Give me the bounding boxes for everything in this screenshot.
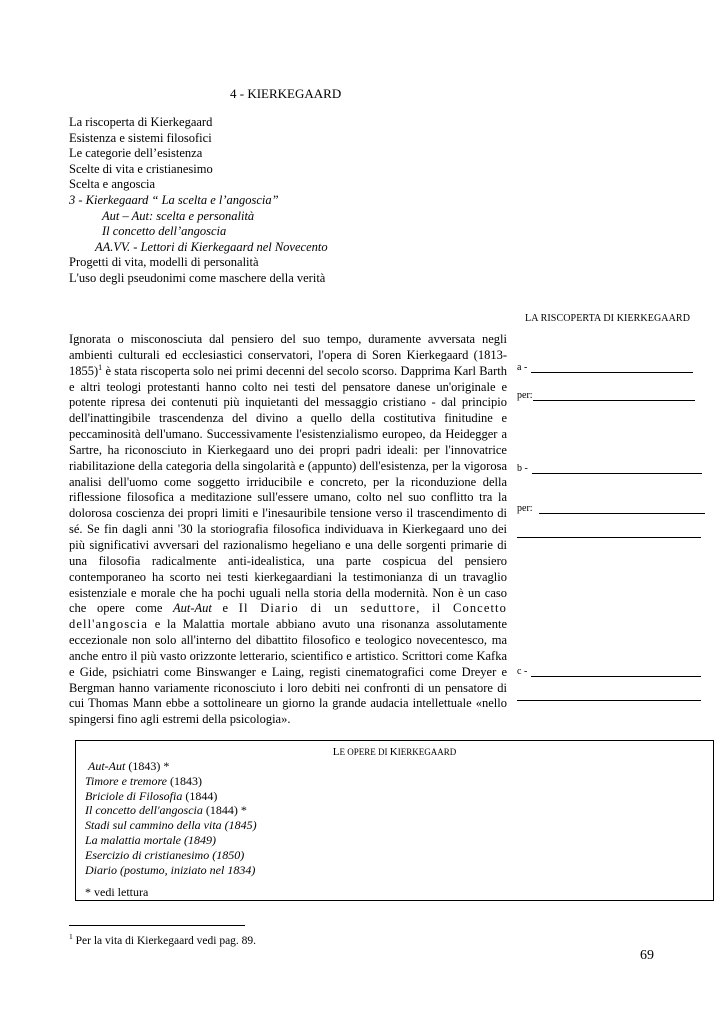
margin-note-line bbox=[532, 472, 702, 474]
list-item: Il concetto dell'angoscia (1844) * bbox=[85, 803, 247, 818]
section-label: LA RISCOPERTA DI KIERKEGAARD bbox=[525, 313, 691, 324]
margin-note-b bbox=[517, 463, 702, 474]
body-paragraph bbox=[69, 332, 507, 728]
list-item: La malattia mortale (1849) bbox=[85, 832, 216, 847]
work-title: Malattia mortale bbox=[182, 617, 270, 632]
footnote-divider bbox=[69, 925, 245, 926]
works-list bbox=[85, 759, 257, 877]
works-box bbox=[75, 740, 714, 901]
list-item: Briciole di Filosofia (1844) bbox=[85, 788, 218, 803]
list-item: Aut-Aut (1843) * bbox=[88, 759, 170, 773]
margin-blank-line bbox=[517, 537, 701, 538]
page-number: 69 bbox=[640, 948, 654, 963]
footnote-number: 1 bbox=[69, 932, 73, 941]
toc-item: 3 - Kierkegaard “ La scelta e l’angoscia” bbox=[69, 192, 279, 207]
margin-note-per-2 bbox=[517, 503, 705, 514]
toc-item: Esistenza e sistemi filosofici bbox=[69, 130, 212, 145]
toc-item: AA.VV. - Lettori di Kierkegaard nel Novecento bbox=[95, 239, 328, 254]
toc-item: La riscoperta di Kierkegaard bbox=[69, 115, 213, 129]
margin-note-a bbox=[517, 362, 693, 373]
list-item: Diario (postumo, iniziato nel 1834) bbox=[85, 862, 256, 877]
toc-item: Scelte di vita e cristianesimo bbox=[69, 161, 213, 176]
margin-note-line bbox=[531, 675, 701, 677]
margin-note-label: c - bbox=[517, 666, 528, 677]
body-text-part: abbiano avuto una risonanza assolutamente eccezionale non solo all'interno del dibattito filosofico e teologico novecentesco, ma anche entro il più vasto orizzonte letterario, scientifico e artistico. Scrittori come Kafka e Gide, psichiatri come Binswanger e Laing, registi cinematografici come Dreyer e Bergman hanno variamente riconosciuto i loro debiti nei confronti di un pensatore di cui Thomas Mann ebbe a sottolineare un giorno la grande audacia intellettuale «nello spingersi fino agli estremi della psicologia». bbox=[69, 617, 507, 727]
toc-item: Aut – Aut: scelta e personalità bbox=[102, 208, 255, 223]
body-text-part: e la bbox=[148, 617, 183, 632]
footnote bbox=[69, 932, 256, 947]
table-of-contents bbox=[69, 115, 328, 287]
footnote-text: Per la vita di Kierkegaard vedi pag. 89. bbox=[72, 934, 257, 947]
chapter-title: 4 - KIERKEGAARD bbox=[230, 86, 342, 101]
list-item: Timore e tremore (1843) bbox=[85, 773, 202, 788]
list-item: Esercizio di cristianesimo (1850) bbox=[85, 847, 245, 862]
work-title: Il Diario di un seduttore, il Concetto dell'angoscia bbox=[69, 601, 507, 632]
margin-note-c bbox=[517, 666, 701, 677]
toc-item: Scelta e angoscia bbox=[69, 177, 156, 192]
margin-note-line bbox=[531, 371, 693, 373]
footnote-reference: 1 bbox=[98, 362, 103, 372]
body-text-part: e bbox=[211, 601, 239, 616]
works-box-note: * vedi lettura bbox=[85, 885, 149, 899]
margin-note-line bbox=[539, 512, 705, 514]
work-title: Aut-Aut bbox=[173, 601, 212, 616]
toc-item: Progetti di vita, modelli di personalità bbox=[69, 255, 259, 270]
body-text-part: è stata riscoperta solo nei primi decenni del secolo scorso. Dapprima Karl Barth e altri teologi protestanti hanno colto nei testi del pensatore danese un'originale e potente ripresa dei contenuti più inquietanti del messaggio cristiano - dal principio dell'inattingibile trascendenza del divino a quello della costitutiva finitudine e peccaminosità dell'umano. Successivamente l'esistenzialismo europeo, da Heidegger a Sartre, ha riconosciuto in Kierkegaard uno dei propri padri ideali: per l'innovatrice riabilitazione della categoria della singolarità e (appunto) dell'esistenza, per la vigorosa analisi dell'uomo come soggetto irriducibile e concreto, per la riconduzione della riflessione filosofica a meditazione sull'essere umano, colto nel suo conflitto tra la dolorosa coscienza dei propri limiti e l'inesauribile tensione verso il trascendimento di sé. Se fin dagli anni '30 la storiografia filosofica individuava in Kierkegaard uno dei più significativi avversari del razionalismo hegeliano e una delle sorgenti primarie di una filosofia radicalmente anti-idealistica, una parte cospicua del pensiero contemporaneo ha scorto nei testi kierkegaardiani la testimonianza di un travaglio esistenziale e morale che ha pochi uguali nella storia della modernità. Non è un caso che opere come bbox=[69, 363, 507, 616]
margin-note-label: per: bbox=[517, 390, 533, 401]
toc-item: L'uso degli pseudonimi come maschere della verità bbox=[69, 270, 326, 285]
toc-item: Le categorie dell’esistenza bbox=[69, 146, 203, 161]
margin-blank-line bbox=[517, 700, 701, 701]
list-item: Stadi sul cammino della vita (1845) bbox=[85, 818, 257, 833]
margin-note-line bbox=[533, 399, 695, 401]
margin-note-label: b - bbox=[517, 463, 528, 474]
body-text-part: Ignorata o misconosciuta dal pensiero del suo tempo, duramente avversata negli ambienti culturali ed ecclesiastici conservatori, l'opera di Soren Kierkegaard (1813-1855) bbox=[69, 332, 507, 378]
margin-note-label: a - bbox=[517, 362, 528, 373]
toc-item: Il concetto dell’angoscia bbox=[102, 224, 227, 239]
works-box-title: LE OPERE DI KIERKEGAARD bbox=[332, 746, 457, 758]
margin-note-per-1 bbox=[517, 390, 695, 401]
margin-note-label: per: bbox=[517, 503, 533, 514]
